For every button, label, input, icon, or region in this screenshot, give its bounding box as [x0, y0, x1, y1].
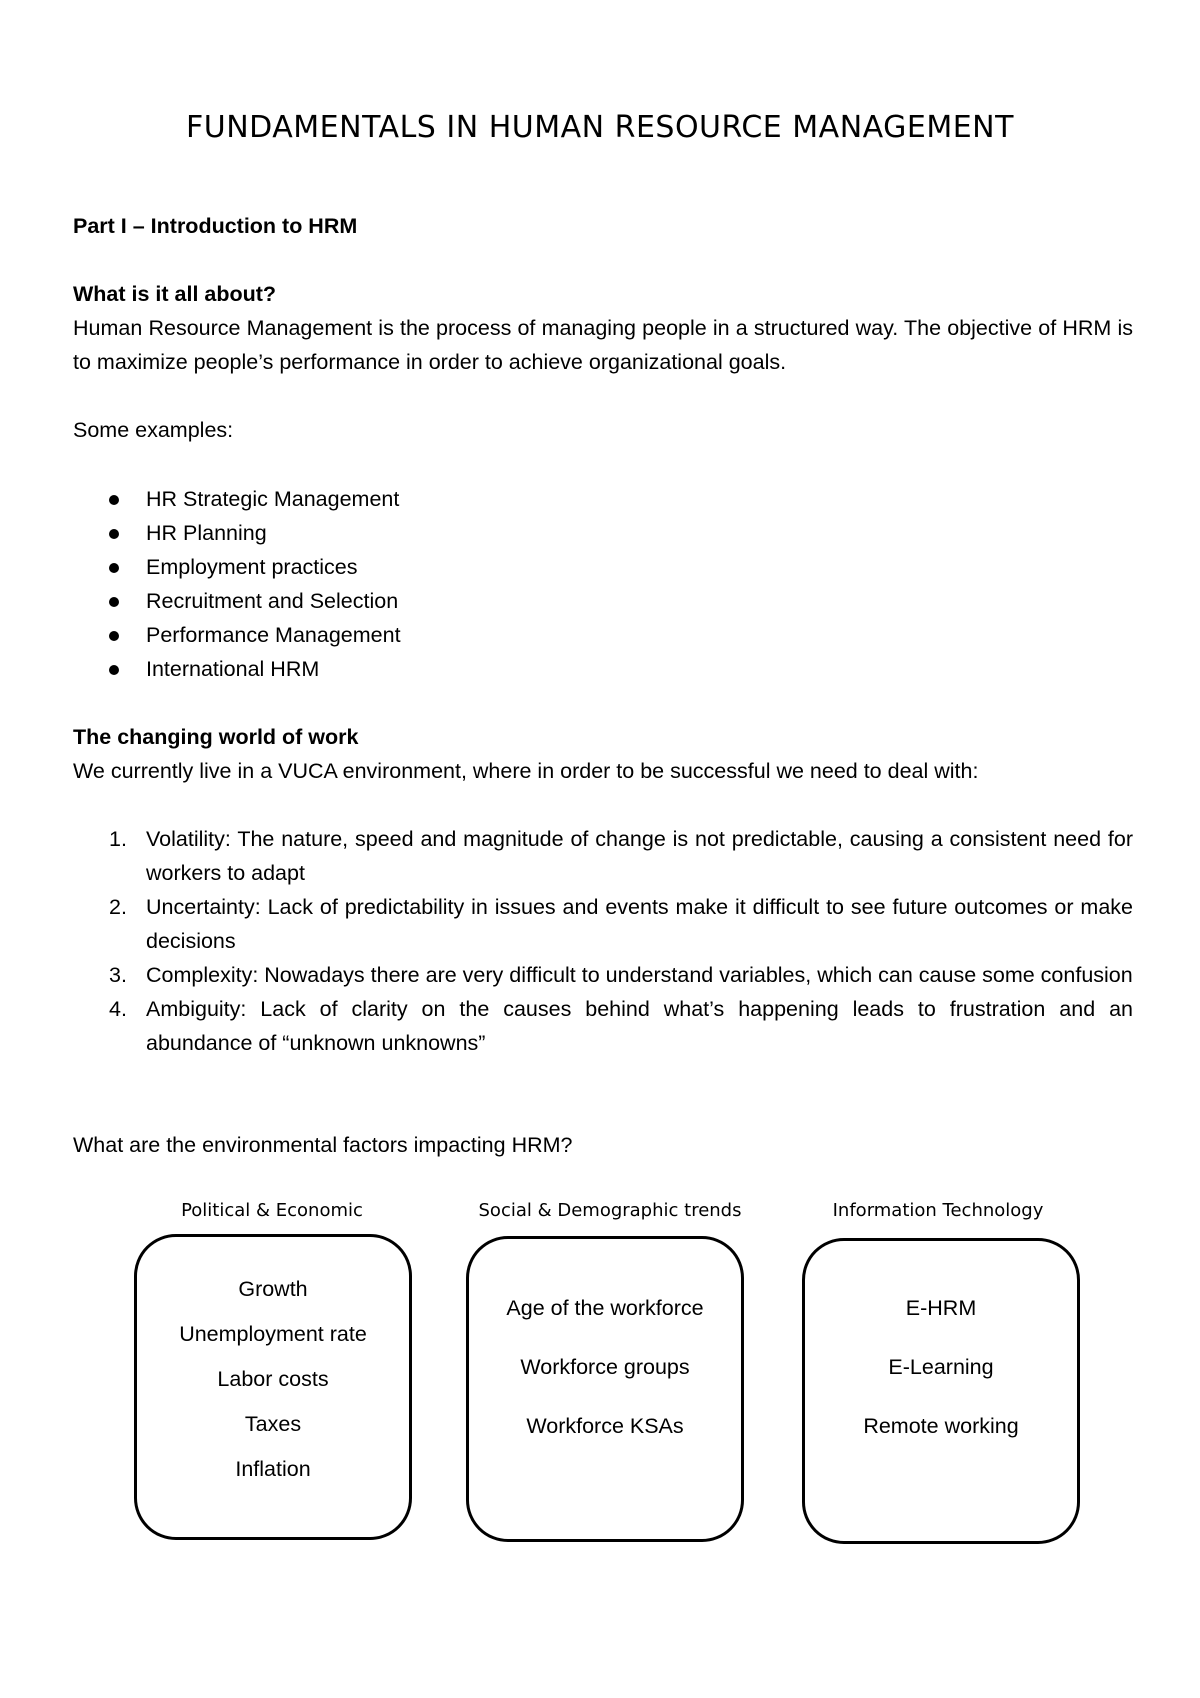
list-item: Recruitment and Selection [73, 584, 401, 618]
factor-item: Age of the workforce [506, 1296, 704, 1320]
bullet-icon [109, 665, 119, 675]
bullet-icon [109, 529, 119, 539]
examples-label: Some examples: [73, 418, 234, 442]
about-heading: What is it all about? [73, 282, 277, 306]
factors-question: What are the environmental factors impacting HRM? [73, 1133, 573, 1157]
factor-item: Growth [238, 1277, 308, 1301]
factor-item: Workforce groups [520, 1355, 690, 1379]
changing-world-intro: We currently live in a VUCA environment, where in order to be successful we need to deal with: [73, 759, 979, 783]
factor-label-social-demographic: Social & Demographic trends [478, 1200, 742, 1221]
factor-item: E-HRM [905, 1296, 977, 1320]
list-item: 2. Uncertainty: Lack of predictability in issues and events make it difficult to see future outcomes or make decisions [109, 895, 1133, 953]
list-item: HR Strategic Management [73, 482, 401, 516]
vuca-list [73, 822, 1133, 1060]
list-item: 1. Volatility: The nature, speed and magnitude of change is not predictable, causing a consistent need for workers to adapt [109, 827, 1133, 885]
bullet-icon [109, 597, 119, 607]
factor-item: Labor costs [217, 1367, 329, 1391]
bullet-icon [109, 563, 119, 573]
factor-item: Workforce KSAs [526, 1414, 684, 1438]
list-item: Performance Management [73, 618, 401, 652]
document-title: FUNDAMENTALS IN HUMAN RESOURCE MANAGEMENT [186, 110, 1014, 145]
factor-label-information-technology: Information Technology [832, 1200, 1044, 1221]
factor-item: Unemployment rate [179, 1322, 367, 1346]
factor-item: E-Learning [888, 1355, 994, 1379]
factor-item: Inflation [235, 1457, 311, 1481]
part-heading: Part I – Introduction to HRM [73, 214, 358, 238]
factor-item: Remote working [863, 1414, 1019, 1438]
list-item: 4. Ambiguity: Lack of clarity on the causes behind what’s happening leads to frustration and an abundance of “unknown unknowns” [109, 997, 1133, 1055]
factor-box-political-economic [134, 1234, 412, 1540]
list-item: International HRM [73, 652, 401, 686]
list-item: Employment practices [73, 550, 401, 584]
list-item: 3. Complexity: Nowadays there are very difficult to understand variables, which can cause some confusion [109, 963, 1133, 987]
bullet-icon [109, 495, 119, 505]
about-paragraph: Human Resource Management is the process of managing people in a structured way. The objective of HRM is to maximize people’s performance in order to achieve organizational goals. [73, 316, 1133, 374]
factor-box-social-demographic [466, 1236, 744, 1542]
changing-world-heading: The changing world of work [73, 725, 359, 749]
bullet-icon [109, 631, 119, 641]
factor-box-information-technology [802, 1238, 1080, 1544]
examples-list [73, 482, 401, 686]
list-item: HR Planning [73, 516, 401, 550]
factor-label-political-economic: Political & Economic [181, 1200, 363, 1221]
factor-item: Taxes [244, 1412, 302, 1436]
